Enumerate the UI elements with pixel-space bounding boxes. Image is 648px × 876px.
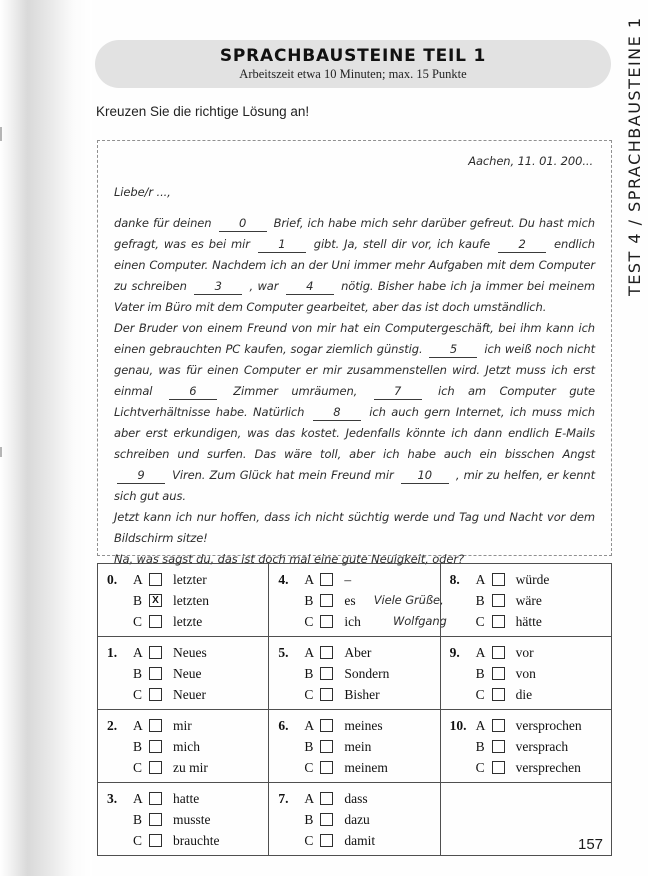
option-letter: B bbox=[475, 738, 485, 754]
answer-cell bbox=[440, 637, 611, 710]
option-letter: C bbox=[133, 832, 143, 848]
option-row bbox=[278, 643, 433, 662]
option-row bbox=[107, 789, 262, 808]
option-row bbox=[278, 716, 433, 735]
option-row bbox=[107, 737, 262, 756]
question-number: 6. bbox=[278, 717, 289, 733]
option-row bbox=[278, 570, 433, 589]
option-letter: A bbox=[475, 644, 486, 660]
gap-blank-6: 6 bbox=[169, 385, 217, 400]
gap-blank-3: 3 bbox=[194, 280, 242, 295]
option-row bbox=[450, 685, 605, 704]
question-number: 3. bbox=[107, 790, 118, 806]
question-number: 9. bbox=[449, 644, 460, 660]
option-letter: C bbox=[475, 759, 485, 775]
answer-checkbox-6C[interactable] bbox=[320, 761, 333, 774]
page-edge-artifact bbox=[0, 447, 2, 457]
answer-cell bbox=[98, 783, 269, 856]
option-letter: C bbox=[304, 613, 314, 629]
option-row bbox=[107, 810, 262, 829]
book-spine-shadow bbox=[0, 0, 92, 876]
option-letter: B bbox=[475, 592, 485, 608]
option-letter: A bbox=[475, 717, 486, 733]
answer-checkbox-5A[interactable] bbox=[320, 646, 333, 659]
option-text: Aber bbox=[344, 644, 372, 660]
option-row bbox=[107, 716, 262, 735]
option-row bbox=[450, 716, 605, 735]
answer-checkbox-5B[interactable] bbox=[320, 667, 333, 680]
option-text: meinem bbox=[344, 759, 388, 775]
letter-paragraph: Der Bruder von einem Freund von mir hat ein Computergeschäft, bei ihm kann ich einen gebrauchten PC kaufen, sogar ziemlich günstig. 5 ich weiß noch nicht genau, was für einen Computer er mir zusammenstellen wird. Jetzt muss ich erst einmal 6 Zimmer umräumen, 7 ich am Computer gute Lichtverhältnisse habe. Natürlich 8 ich auch gern Internet, ich muss mich aber erst erkundigen, was das kostet. Jedenfalls könnte ich dann endlich E-Mails schreiben und surfen. Das wäre toll, aber ich habe auch ein bisschen Angst 9 Viren. Zum Glück hat mein Freund mir 10 , mir zu helfen, er kennt sich gut aus. bbox=[114, 321, 595, 503]
answer-checkbox-3C[interactable] bbox=[149, 834, 162, 847]
option-row bbox=[107, 664, 262, 683]
option-letter: C bbox=[475, 613, 485, 629]
option-letter: A bbox=[133, 571, 143, 587]
option-text: meines bbox=[344, 717, 383, 733]
answer-checkbox-7C[interactable] bbox=[320, 834, 333, 847]
option-text: mir bbox=[173, 717, 192, 733]
answer-checkbox-4B[interactable] bbox=[320, 594, 333, 607]
answer-checkbox-3B[interactable] bbox=[149, 813, 162, 826]
question-number: 8. bbox=[449, 571, 460, 587]
option-row bbox=[450, 612, 605, 631]
option-text: brauchte bbox=[173, 832, 220, 848]
option-text: versprechen bbox=[515, 759, 581, 775]
answer-checkbox-9B[interactable] bbox=[492, 667, 505, 680]
answer-checkbox-8A[interactable] bbox=[492, 573, 505, 586]
option-letter: B bbox=[133, 665, 143, 681]
answer-cell bbox=[440, 564, 611, 637]
gap-blank-7: 7 bbox=[374, 385, 422, 400]
option-row bbox=[278, 810, 433, 829]
option-text: Neuer bbox=[173, 686, 206, 702]
option-row bbox=[450, 664, 605, 683]
answer-cell bbox=[98, 710, 269, 783]
letter-signature: Wolfgang bbox=[392, 614, 447, 628]
instruction-text: Kreuzen Sie die richtige Lösung an! bbox=[96, 104, 310, 119]
answer-cell bbox=[98, 637, 269, 710]
answer-cell bbox=[98, 564, 269, 637]
option-row bbox=[278, 789, 433, 808]
answer-grid bbox=[97, 563, 612, 856]
answer-cell bbox=[440, 710, 611, 783]
answer-checkbox-0B[interactable]: X bbox=[149, 594, 162, 607]
option-text: Neue bbox=[173, 665, 202, 681]
option-letter: C bbox=[304, 759, 314, 775]
gap-blank-4: 4 bbox=[286, 280, 334, 295]
option-row bbox=[107, 758, 262, 777]
option-text: Neues bbox=[173, 644, 207, 660]
option-letter: B bbox=[304, 738, 314, 754]
option-text: mein bbox=[344, 738, 372, 754]
answer-checkbox-6A[interactable] bbox=[320, 719, 333, 732]
answer-checkbox-1B[interactable] bbox=[149, 667, 162, 680]
option-row bbox=[107, 591, 262, 610]
option-letter: A bbox=[133, 790, 143, 806]
option-letter: C bbox=[133, 613, 143, 629]
gap-blank-0: 0 bbox=[219, 217, 267, 232]
answer-checkbox-7B[interactable] bbox=[320, 813, 333, 826]
option-row bbox=[278, 664, 433, 683]
option-letter: B bbox=[304, 811, 314, 827]
question-number: 10. bbox=[449, 717, 467, 733]
answer-checkbox-10C[interactable] bbox=[492, 761, 505, 774]
gap-blank-1: 1 bbox=[258, 238, 306, 253]
option-row bbox=[107, 643, 262, 662]
option-text: dazu bbox=[344, 811, 370, 827]
option-text: hätte bbox=[515, 613, 542, 629]
option-letter: B bbox=[304, 592, 314, 608]
option-letter: A bbox=[304, 790, 315, 806]
option-letter: A bbox=[475, 571, 486, 587]
answer-checkbox-8C[interactable] bbox=[492, 615, 505, 628]
gap-blank-10: 10 bbox=[401, 469, 449, 484]
option-text: letzte bbox=[173, 613, 203, 629]
answer-checkbox-2C[interactable] bbox=[149, 761, 162, 774]
question-number: 0. bbox=[107, 571, 118, 587]
option-row bbox=[278, 685, 433, 704]
option-text: ich bbox=[344, 613, 361, 629]
option-text: hatte bbox=[173, 790, 200, 806]
page-edge-artifact bbox=[0, 127, 2, 141]
option-row bbox=[278, 831, 433, 850]
option-text: vor bbox=[515, 644, 534, 660]
letter-paragraph: danke für deinen 0 Brief, ich habe mich sehr darüber gefreut. Du hast mich gefragt, was es bei mir 1 gibt. Ja, stell dir vor, ich kaufe 2 endlich einen Computer. Nachdem ich an der Uni immer mehr Aufgaben mit dem Computer zu schreiben 3 , war 4 nötig. Bisher habe ich ja immer bei meinem Vater im Büro mit dem Computer gearbeitet, aber das ist doch umständlich. bbox=[114, 216, 595, 314]
letter-body bbox=[114, 213, 595, 570]
option-text: damit bbox=[344, 832, 376, 848]
option-text: Bisher bbox=[344, 686, 380, 702]
option-letter: A bbox=[304, 644, 315, 660]
option-row bbox=[107, 831, 262, 850]
option-text: von bbox=[515, 665, 536, 681]
letter-salutation: Liebe/r ..., bbox=[114, 185, 171, 199]
option-text: wäre bbox=[515, 592, 542, 608]
letter-closing: Viele Grüße, bbox=[373, 593, 444, 607]
answer-cell bbox=[269, 783, 440, 856]
answer-checkbox-4C[interactable] bbox=[320, 615, 333, 628]
page-number: 157 bbox=[578, 836, 604, 853]
option-text: musste bbox=[173, 811, 211, 827]
answer-checkbox-7A[interactable] bbox=[320, 792, 333, 805]
answer-checkbox-1A[interactable] bbox=[149, 646, 162, 659]
option-row bbox=[278, 737, 433, 756]
side-tab-label: TEST 4 / SPRACHBAUSTEINE 1 bbox=[625, 16, 644, 296]
letter-paragraph: Jetzt kann ich nur hoffen, dass ich nicht süchtig werde und Tag und Nacht vor dem Bildschirm sitze! bbox=[114, 510, 595, 545]
answer-cell bbox=[269, 710, 440, 783]
option-row bbox=[450, 591, 605, 610]
option-letter: A bbox=[304, 571, 315, 587]
option-letter: A bbox=[133, 717, 143, 733]
option-text: die bbox=[515, 686, 533, 702]
answer-checkbox-10A[interactable] bbox=[492, 719, 505, 732]
option-letter: B bbox=[475, 665, 485, 681]
gap-blank-8: 8 bbox=[313, 406, 361, 421]
option-text: letzten bbox=[173, 592, 209, 608]
answer-checkbox-1C[interactable] bbox=[149, 688, 162, 701]
question-number: 4. bbox=[278, 571, 289, 587]
option-text: mich bbox=[173, 738, 200, 754]
option-text: zu mir bbox=[173, 759, 208, 775]
option-row bbox=[450, 643, 605, 662]
letter-dateline: Aachen, 11. 01. 200... bbox=[468, 154, 593, 168]
option-text: – bbox=[344, 571, 352, 587]
answer-checkbox-9C[interactable] bbox=[492, 688, 505, 701]
question-number: 1. bbox=[107, 644, 118, 660]
answer-checkbox-2A[interactable] bbox=[149, 719, 162, 732]
option-letter: B bbox=[133, 811, 143, 827]
answer-checkbox-0C[interactable] bbox=[149, 615, 162, 628]
option-letter: A bbox=[304, 717, 315, 733]
option-letter: C bbox=[304, 832, 314, 848]
answer-checkbox-10B[interactable] bbox=[492, 740, 505, 753]
option-row bbox=[278, 612, 433, 631]
option-row bbox=[450, 758, 605, 777]
answer-checkbox-3A[interactable] bbox=[149, 792, 162, 805]
option-letter: B bbox=[304, 665, 314, 681]
answer-checkbox-4A[interactable] bbox=[320, 573, 333, 586]
gap-blank-2: 2 bbox=[498, 238, 546, 253]
answer-checkbox-8B[interactable] bbox=[492, 594, 505, 607]
question-number: 7. bbox=[278, 790, 289, 806]
answer-cell bbox=[269, 637, 440, 710]
option-row bbox=[450, 570, 605, 589]
option-letter: A bbox=[133, 644, 143, 660]
option-text: versprach bbox=[515, 738, 569, 754]
option-letter: B bbox=[133, 738, 143, 754]
option-letter: C bbox=[475, 686, 485, 702]
option-letter: C bbox=[304, 686, 314, 702]
option-text: würde bbox=[515, 571, 550, 587]
answer-cell bbox=[269, 564, 440, 637]
option-letter: C bbox=[133, 759, 143, 775]
option-text: letzter bbox=[173, 571, 207, 587]
section-title: SPRACHBAUSTEINE TEIL 1 bbox=[219, 46, 487, 66]
option-text: versprochen bbox=[515, 717, 582, 733]
answer-checkbox-5C[interactable] bbox=[320, 688, 333, 701]
gap-blank-5: 5 bbox=[429, 343, 477, 358]
answer-checkbox-2B[interactable] bbox=[149, 740, 162, 753]
letter-paragraph: Na, was sagst du, das ist doch mal eine gute Neuigkeit, oder? bbox=[114, 552, 464, 566]
option-row bbox=[450, 737, 605, 756]
answer-checkbox-6B[interactable] bbox=[320, 740, 333, 753]
question-number: 5. bbox=[278, 644, 289, 660]
option-row bbox=[107, 612, 262, 631]
section-subtitle: Arbeitszeit etwa 10 Minuten; max. 15 Punkte bbox=[239, 67, 467, 81]
option-text: Sondern bbox=[344, 665, 390, 681]
option-row bbox=[278, 591, 433, 610]
section-banner bbox=[95, 40, 611, 88]
answer-checkbox-9A[interactable] bbox=[492, 646, 505, 659]
gap-blank-9: 9 bbox=[117, 469, 165, 484]
option-row bbox=[107, 685, 262, 704]
question-number: 2. bbox=[107, 717, 118, 733]
option-letter: C bbox=[133, 686, 143, 702]
option-text: es bbox=[344, 592, 356, 608]
option-letter: B bbox=[133, 592, 143, 608]
option-row bbox=[278, 758, 433, 777]
option-row bbox=[107, 570, 262, 589]
answer-checkbox-0A[interactable] bbox=[149, 573, 162, 586]
option-text: dass bbox=[344, 790, 368, 806]
